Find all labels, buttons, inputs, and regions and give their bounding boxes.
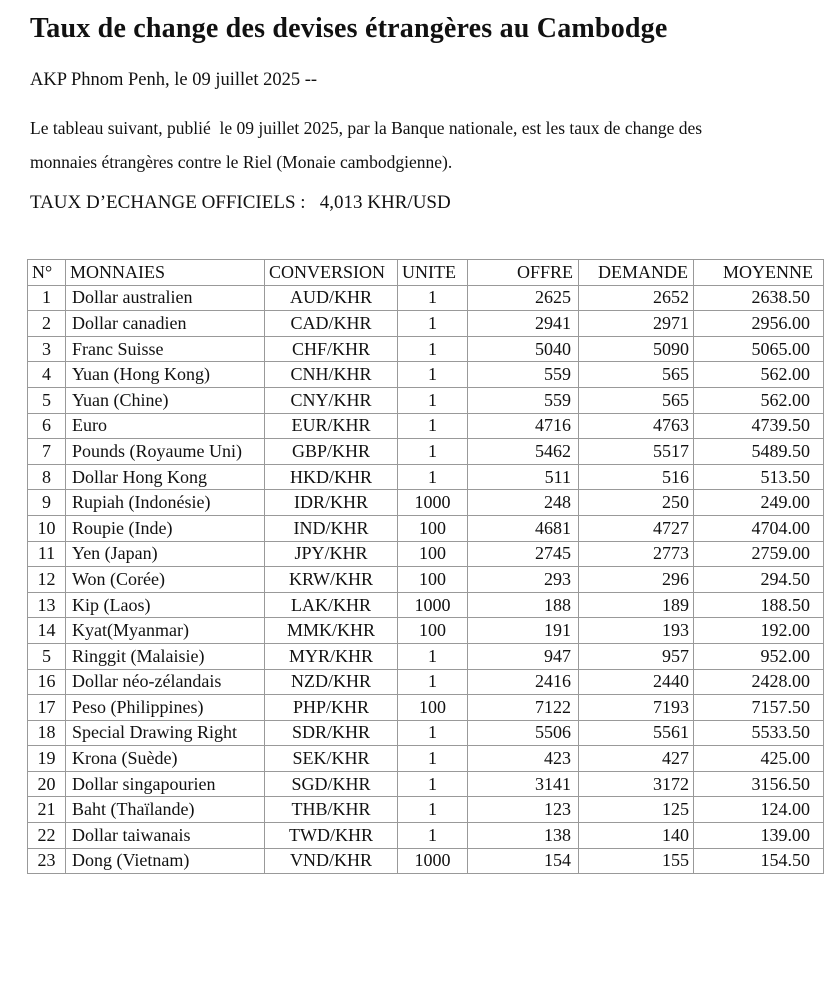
demand-cell: 2440 — [579, 669, 694, 695]
table-row — [28, 618, 824, 644]
table-row — [28, 567, 824, 593]
offer-cell: 4681 — [468, 515, 579, 541]
conversion-cell: TWD/KHR — [265, 823, 398, 849]
average-cell: 2428.00 — [694, 669, 824, 695]
table-row — [28, 490, 824, 516]
average-cell: 294.50 — [694, 567, 824, 593]
offer-cell: 154 — [468, 848, 579, 874]
row-number-cell: 13 — [28, 592, 66, 618]
currency-name-cell: Yen (Japan) — [66, 541, 265, 567]
conversion-cell: VND/KHR — [265, 848, 398, 874]
demand-cell: 5561 — [579, 720, 694, 746]
table-row — [28, 771, 824, 797]
unit-cell: 1 — [398, 669, 468, 695]
conversion-cell: EUR/KHR — [265, 413, 398, 439]
conversion-cell: THB/KHR — [265, 797, 398, 823]
intro-paragraph — [30, 111, 828, 179]
unit-cell: 1 — [398, 387, 468, 413]
currency-name-cell: Krona (Suède) — [66, 746, 265, 772]
row-number-cell: 12 — [28, 567, 66, 593]
unit-cell: 1 — [398, 413, 468, 439]
demand-cell: 5517 — [579, 439, 694, 465]
conversion-cell: CAD/KHR — [265, 311, 398, 337]
currency-name-cell: Dong (Vietnam) — [66, 848, 265, 874]
column-header-number: N° — [28, 260, 66, 286]
conversion-cell: CHF/KHR — [265, 336, 398, 362]
average-cell: 5065.00 — [694, 336, 824, 362]
demand-cell: 516 — [579, 464, 694, 490]
currency-name-cell: Dollar Hong Kong — [66, 464, 265, 490]
table-row — [28, 643, 824, 669]
conversion-cell: AUD/KHR — [265, 285, 398, 311]
offer-cell: 138 — [468, 823, 579, 849]
table-header-row — [28, 260, 824, 286]
currency-name-cell: Dollar australien — [66, 285, 265, 311]
offer-cell: 2416 — [468, 669, 579, 695]
currency-name-cell: Euro — [66, 413, 265, 439]
offer-cell: 7122 — [468, 695, 579, 721]
column-header-average: MOYENNE — [694, 260, 824, 286]
unit-cell: 1000 — [398, 490, 468, 516]
currency-name-cell: Dollar canadien — [66, 311, 265, 337]
demand-cell: 2971 — [579, 311, 694, 337]
table-row — [28, 336, 824, 362]
currency-name-cell: Franc Suisse — [66, 336, 265, 362]
official-rate-line: TAUX D’ECHANGE OFFICIELS : 4,013 KHR/USD — [30, 192, 451, 213]
conversion-cell: SGD/KHR — [265, 771, 398, 797]
unit-cell: 1 — [398, 720, 468, 746]
average-cell: 2956.00 — [694, 311, 824, 337]
average-cell: 513.50 — [694, 464, 824, 490]
column-header-conversion: CONVERSION — [265, 260, 398, 286]
row-number-cell: 11 — [28, 541, 66, 567]
unit-cell: 1 — [398, 746, 468, 772]
demand-cell: 4727 — [579, 515, 694, 541]
currency-name-cell: Baht (Thaïlande) — [66, 797, 265, 823]
unit-cell: 1 — [398, 771, 468, 797]
page-title: Taux de change des devises étrangères au Cambodge — [30, 13, 668, 44]
demand-cell: 155 — [579, 848, 694, 874]
table-row — [28, 823, 824, 849]
unit-cell: 100 — [398, 567, 468, 593]
table-row — [28, 797, 824, 823]
currency-name-cell: Dollar singapourien — [66, 771, 265, 797]
average-cell: 124.00 — [694, 797, 824, 823]
row-number-cell: 10 — [28, 515, 66, 541]
row-number-cell: 14 — [28, 618, 66, 644]
demand-cell: 565 — [579, 362, 694, 388]
conversion-cell: SEK/KHR — [265, 746, 398, 772]
demand-cell: 193 — [579, 618, 694, 644]
row-number-cell: 9 — [28, 490, 66, 516]
table-row — [28, 746, 824, 772]
row-number-cell: 22 — [28, 823, 66, 849]
demand-cell: 140 — [579, 823, 694, 849]
demand-cell: 2652 — [579, 285, 694, 311]
average-cell: 5489.50 — [694, 439, 824, 465]
demand-cell: 5090 — [579, 336, 694, 362]
table-row — [28, 311, 824, 337]
table-row — [28, 285, 824, 311]
average-cell: 5533.50 — [694, 720, 824, 746]
currency-name-cell: Peso (Philippines) — [66, 695, 265, 721]
dateline: AKP Phnom Penh, le 09 juillet 2025 -- — [30, 70, 318, 90]
conversion-cell: HKD/KHR — [265, 464, 398, 490]
currency-name-cell: Ringgit (Malaisie) — [66, 643, 265, 669]
currency-name-cell: Yuan (Hong Kong) — [66, 362, 265, 388]
conversion-cell: PHP/KHR — [265, 695, 398, 721]
unit-cell: 1 — [398, 643, 468, 669]
offer-cell: 293 — [468, 567, 579, 593]
currency-name-cell: Roupie (Inde) — [66, 515, 265, 541]
unit-cell: 100 — [398, 695, 468, 721]
currency-name-cell: Yuan (Chine) — [66, 387, 265, 413]
conversion-cell: JPY/KHR — [265, 541, 398, 567]
conversion-cell: CNY/KHR — [265, 387, 398, 413]
average-cell: 952.00 — [694, 643, 824, 669]
currency-name-cell: Kyat(Myanmar) — [66, 618, 265, 644]
row-number-cell: 17 — [28, 695, 66, 721]
row-number-cell: 3 — [28, 336, 66, 362]
currency-name-cell: Rupiah (Indonésie) — [66, 490, 265, 516]
row-number-cell: 5 — [28, 387, 66, 413]
row-number-cell: 8 — [28, 464, 66, 490]
demand-cell: 7193 — [579, 695, 694, 721]
unit-cell: 1000 — [398, 592, 468, 618]
unit-cell: 1 — [398, 336, 468, 362]
conversion-cell: IDR/KHR — [265, 490, 398, 516]
row-number-cell: 6 — [28, 413, 66, 439]
unit-cell: 1 — [398, 285, 468, 311]
demand-cell: 189 — [579, 592, 694, 618]
currency-name-cell: Pounds (Royaume Uni) — [66, 439, 265, 465]
row-number-cell: 23 — [28, 848, 66, 874]
conversion-cell: CNH/KHR — [265, 362, 398, 388]
average-cell: 2759.00 — [694, 541, 824, 567]
currency-name-cell: Won (Corée) — [66, 567, 265, 593]
offer-cell: 2745 — [468, 541, 579, 567]
row-number-cell: 18 — [28, 720, 66, 746]
average-cell: 249.00 — [694, 490, 824, 516]
average-cell: 425.00 — [694, 746, 824, 772]
unit-cell: 1 — [398, 311, 468, 337]
currency-name-cell: Dollar néo-zélandais — [66, 669, 265, 695]
offer-cell: 5462 — [468, 439, 579, 465]
average-cell: 154.50 — [694, 848, 824, 874]
column-header-unit: UNITE — [398, 260, 468, 286]
unit-cell: 100 — [398, 541, 468, 567]
unit-cell: 1 — [398, 439, 468, 465]
offer-cell: 123 — [468, 797, 579, 823]
average-cell: 139.00 — [694, 823, 824, 849]
row-number-cell: 7 — [28, 439, 66, 465]
demand-cell: 565 — [579, 387, 694, 413]
row-number-cell: 19 — [28, 746, 66, 772]
offer-cell: 5040 — [468, 336, 579, 362]
exchange-rates-table — [27, 259, 824, 874]
offer-cell: 559 — [468, 387, 579, 413]
unit-cell: 1 — [398, 797, 468, 823]
offer-cell: 3141 — [468, 771, 579, 797]
offer-cell: 5506 — [468, 720, 579, 746]
unit-cell: 1000 — [398, 848, 468, 874]
offer-cell: 191 — [468, 618, 579, 644]
intro-line-2: monnaies étrangères contre le Riel (Monaie cambodgienne). — [30, 152, 453, 172]
average-cell: 3156.50 — [694, 771, 824, 797]
average-cell: 192.00 — [694, 618, 824, 644]
demand-cell: 3172 — [579, 771, 694, 797]
conversion-cell: KRW/KHR — [265, 567, 398, 593]
unit-cell: 1 — [398, 362, 468, 388]
row-number-cell: 1 — [28, 285, 66, 311]
unit-cell: 100 — [398, 618, 468, 644]
table-row — [28, 720, 824, 746]
demand-cell: 250 — [579, 490, 694, 516]
average-cell: 4739.50 — [694, 413, 824, 439]
intro-line-1: Le tableau suivant, publié le 09 juillet 2025, par la Banque nationale, est les taux de change des — [30, 118, 703, 138]
table-row — [28, 439, 824, 465]
conversion-cell: SDR/KHR — [265, 720, 398, 746]
offer-cell: 947 — [468, 643, 579, 669]
average-cell: 562.00 — [694, 387, 824, 413]
row-number-cell: 20 — [28, 771, 66, 797]
offer-cell: 188 — [468, 592, 579, 618]
unit-cell: 1 — [398, 823, 468, 849]
offer-cell: 511 — [468, 464, 579, 490]
table-row — [28, 669, 824, 695]
row-number-cell: 4 — [28, 362, 66, 388]
currency-name-cell: Dollar taiwanais — [66, 823, 265, 849]
table-row — [28, 592, 824, 618]
rates-table-body — [28, 285, 824, 874]
demand-cell: 957 — [579, 643, 694, 669]
offer-cell: 4716 — [468, 413, 579, 439]
table-row — [28, 695, 824, 721]
unit-cell: 1 — [398, 464, 468, 490]
column-header-offer: OFFRE — [468, 260, 579, 286]
conversion-cell: IND/KHR — [265, 515, 398, 541]
row-number-cell: 5 — [28, 643, 66, 669]
table-row — [28, 515, 824, 541]
table-row — [28, 541, 824, 567]
offer-cell: 2625 — [468, 285, 579, 311]
average-cell: 7157.50 — [694, 695, 824, 721]
demand-cell: 296 — [579, 567, 694, 593]
conversion-cell: GBP/KHR — [265, 439, 398, 465]
average-cell: 2638.50 — [694, 285, 824, 311]
row-number-cell: 2 — [28, 311, 66, 337]
conversion-cell: MMK/KHR — [265, 618, 398, 644]
demand-cell: 4763 — [579, 413, 694, 439]
conversion-cell: MYR/KHR — [265, 643, 398, 669]
demand-cell: 125 — [579, 797, 694, 823]
demand-cell: 2773 — [579, 541, 694, 567]
table-row — [28, 848, 824, 874]
table-row — [28, 464, 824, 490]
demand-cell: 427 — [579, 746, 694, 772]
offer-cell: 248 — [468, 490, 579, 516]
currency-name-cell: Special Drawing Right — [66, 720, 265, 746]
unit-cell: 100 — [398, 515, 468, 541]
table-row — [28, 387, 824, 413]
average-cell: 4704.00 — [694, 515, 824, 541]
document-page — [0, 13, 828, 1000]
offer-cell: 2941 — [468, 311, 579, 337]
offer-cell: 559 — [468, 362, 579, 388]
average-cell: 188.50 — [694, 592, 824, 618]
table-row — [28, 413, 824, 439]
conversion-cell: LAK/KHR — [265, 592, 398, 618]
offer-cell: 423 — [468, 746, 579, 772]
average-cell: 562.00 — [694, 362, 824, 388]
row-number-cell: 21 — [28, 797, 66, 823]
column-header-demand: DEMANDE — [579, 260, 694, 286]
currency-name-cell: Kip (Laos) — [66, 592, 265, 618]
row-number-cell: 16 — [28, 669, 66, 695]
table-row — [28, 362, 824, 388]
conversion-cell: NZD/KHR — [265, 669, 398, 695]
column-header-currencies: MONNAIES — [66, 260, 265, 286]
